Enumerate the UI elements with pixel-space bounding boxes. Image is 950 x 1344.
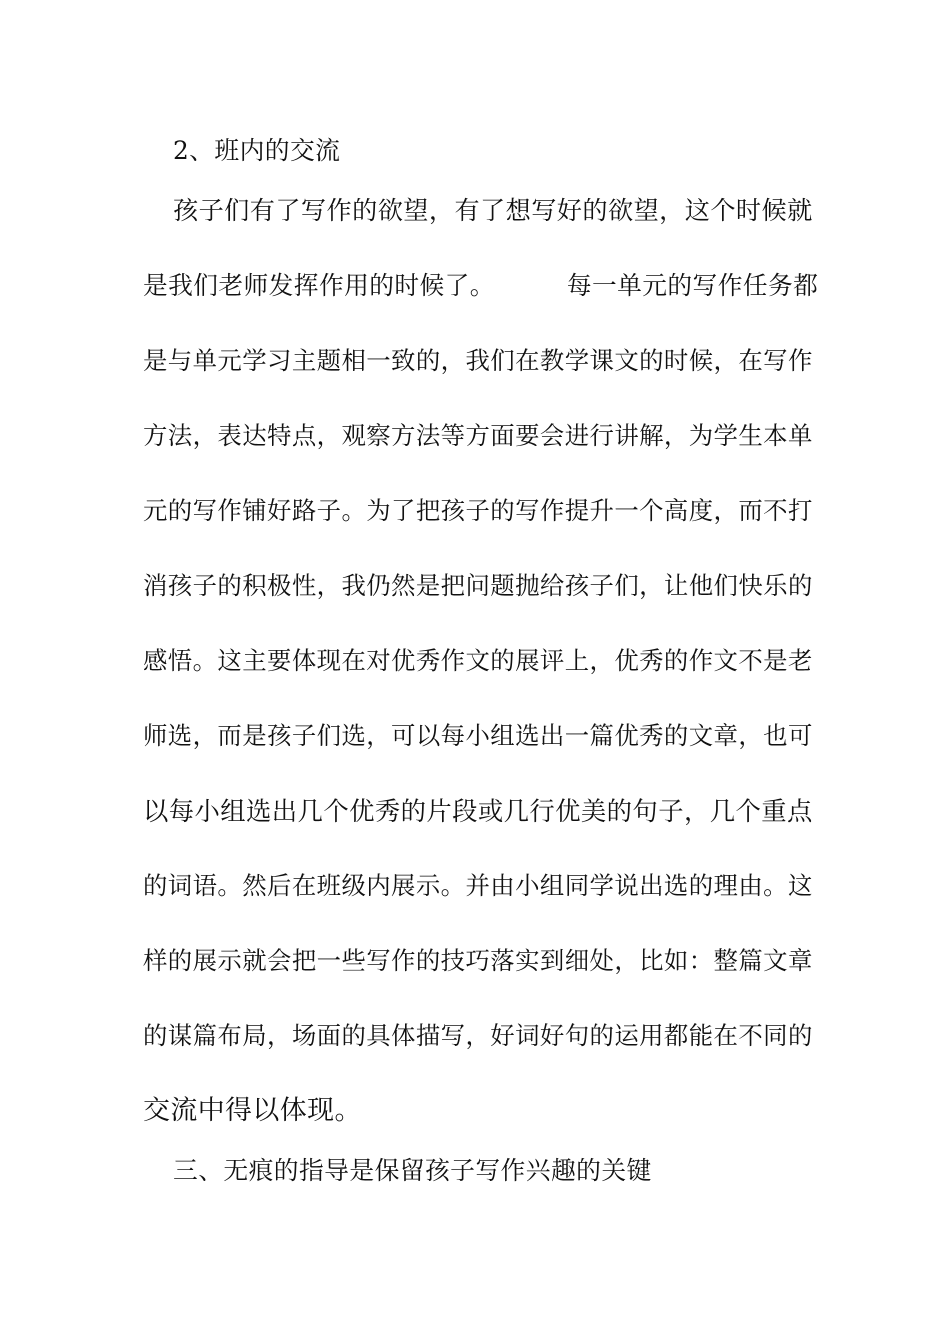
paragraph-line: 交流中得以体现。 <box>143 1095 362 1126</box>
paragraph-line: 方法，表达特点，观察方法等方面要会进行讲解，为学生本单 <box>143 421 813 450</box>
paragraph-line <box>143 268 819 304</box>
section-heading-2: 2、班内的交流 <box>173 136 341 165</box>
paragraph-line: 样的展示就会把一些写作的技巧落实到细处，比如：整篇文章 <box>143 946 813 975</box>
paragraph-line: 的谋篇布局，场面的具体描写，好词好句的运用都能在不同的 <box>143 1021 813 1050</box>
paragraph-line: 元的写作铺好路子。为了把孩子的写作提升一个高度，而不打 <box>143 496 813 525</box>
paragraph-line: 是与单元学习主题相一致的，我们在教学课文的时候，在写作 <box>143 346 813 375</box>
paragraph-line: 感悟。这主要体现在对优秀作文的展评上，优秀的作文不是老 <box>143 646 813 675</box>
paragraph-line: 的词语。然后在班级内展示。并由小组同学说出选的理由。这 <box>143 871 813 900</box>
paragraph-line: 以每小组选出几个优秀的片段或几行优美的句子，几个重点 <box>143 796 813 826</box>
section-heading-3: 三、无痕的指导是保留孩子写作兴趣的关键 <box>173 1156 652 1185</box>
paragraph-line-part: 每一单元的写作任务都 <box>566 271 819 300</box>
paragraph-line-part: 是我们老师发挥作用的时候了。 <box>143 271 495 300</box>
paragraph-line: 孩子们有了写作的欲望，有了想写好的欲望，这个时候就 <box>173 196 813 225</box>
paragraph-line: 消孩子的积极性，我仍然是把问题抛给孩子们，让他们快乐的 <box>143 571 813 600</box>
paragraph-line: 师选，而是孩子们选，可以每小组选出一篇优秀的文章，也可 <box>143 721 813 750</box>
